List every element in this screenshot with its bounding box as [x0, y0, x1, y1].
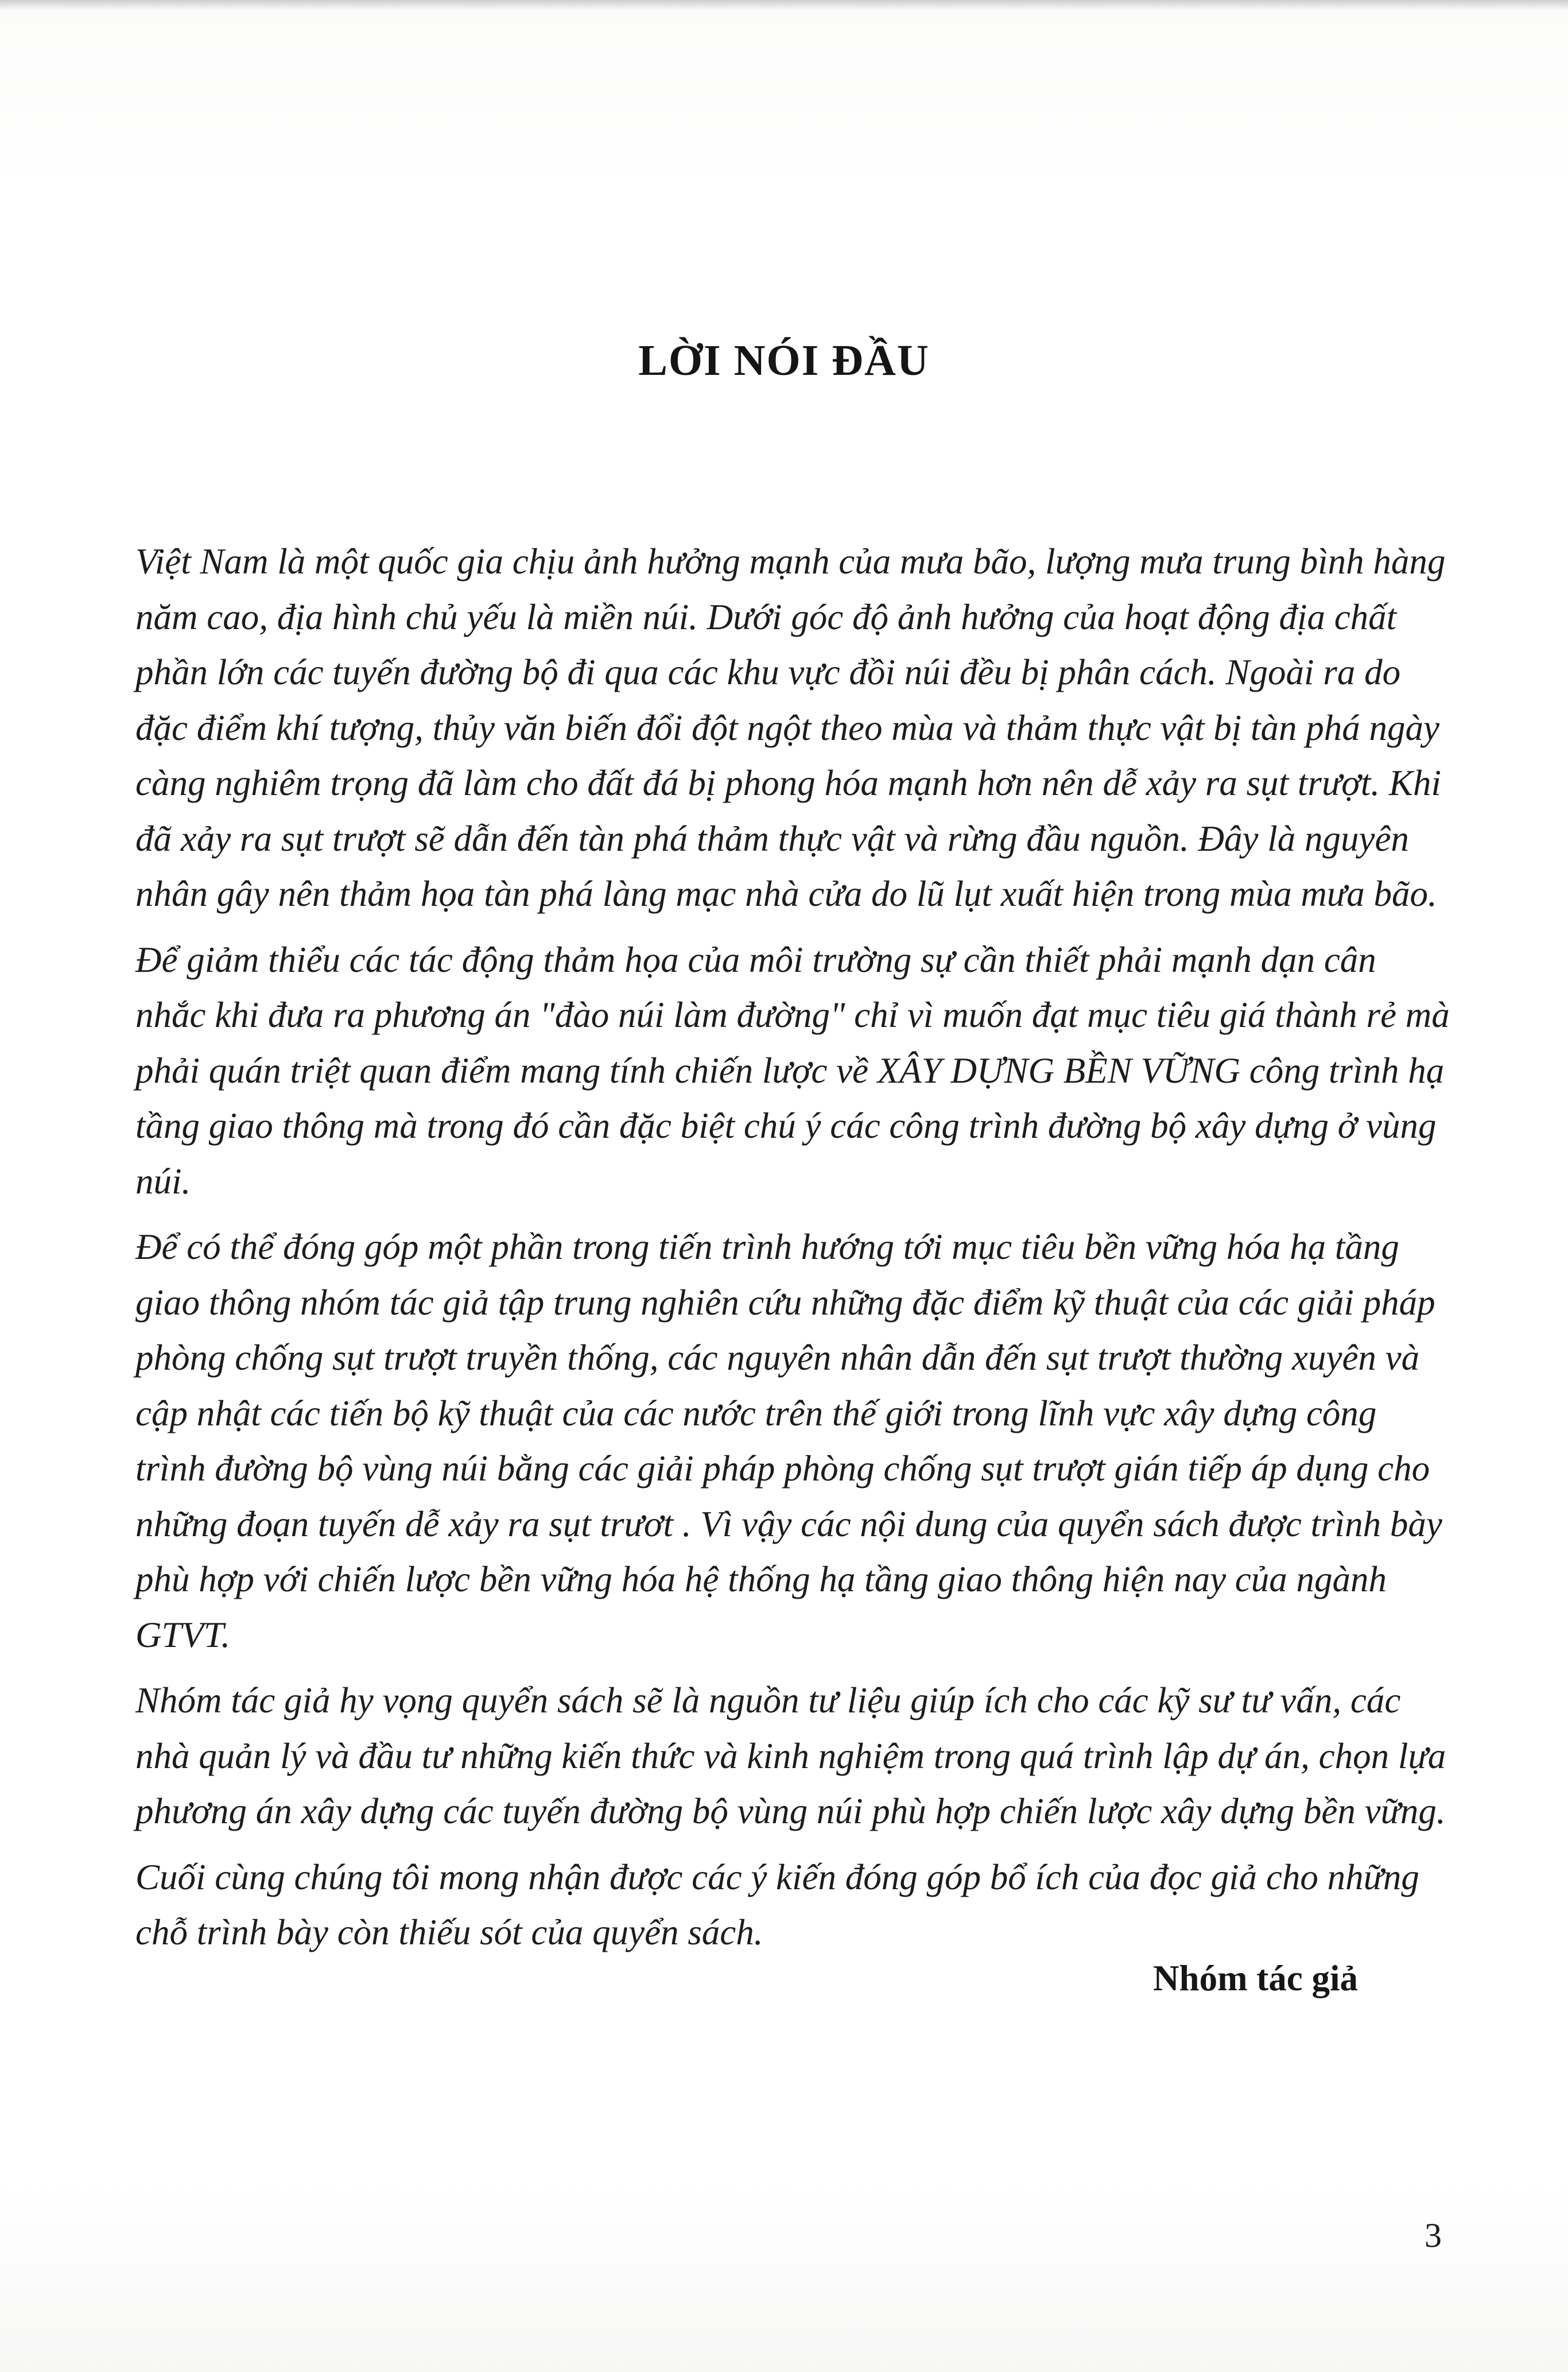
paragraph-4: Nhóm tác giả hy vọng quyển sách sẽ là nguồn tư liệu giúp ích cho các kỹ sư tư vấn, các nhà quản lý và đầu tư những kiến thức và kinh nghiệm trong quá trình lập dự án, chọn lựa phương án xây dựng các tuyến đường bộ vùng núi phù hợp chiến lược xây dựng bền vững.: [135, 1680, 1446, 1831]
page-title: LỜI NÓI ĐẦU: [638, 336, 930, 385]
author-signature: Nhóm tác giả: [1153, 1958, 1358, 1998]
paragraph-1: Việt Nam là một quốc gia chịu ảnh hưởng mạnh của mưa bão, lượng mưa trung bình hàng năm cao, địa hình chủ yếu là miền núi. Dưới góc độ ảnh hưởng của hoạt động địa chất phần lớn các tuyến đường bộ đi qua các khu vực đồi núi đều bị phân cách. Ngoài ra do đặc điểm khí tượng, thủy văn biến đổi đột ngột theo mùa và thảm thực vật bị tàn phá ngày càng nghiêm trọng đã làm cho đất đá bị phong hóa mạnh hơn nên dễ xảy ra sụt trượt. Khi đã xảy ra sụt trượt sẽ dẫn đến tàn phá thảm thực vật và rừng đầu nguồn. Đây là nguyên nhân gây nên thảm họa tàn phá làng mạc nhà cửa do lũ lụt xuất hiện trong mùa mưa bão.: [135, 541, 1446, 914]
preface-body: [135, 534, 1453, 1971]
page-edge-shadow: [0, 0, 1568, 10]
paragraph-3: Để có thể đóng góp một phần trong tiến trình hướng tới mục tiêu bền vững hóa hạ tầng giao thông nhóm tác giả tập trung nghiên cứu những đặc điểm kỹ thuật của các giải pháp phòng chống sụt trượt truyền thống, các nguyên nhân dẫn đến sụt trượt thường xuyên và cập nhật các tiến bộ kỹ thuật của các nước trên thế giới trong lĩnh vực xây dựng công trình đường bộ vùng núi bằng các giải pháp phòng chống sụt trượt gián tiếp áp dụng cho những đoạn tuyến dễ xảy ra sụt trươt . Vì vậy các nội dung của quyển sách được trình bày phù hợp với chiến lược bền vững hóa hệ thống hạ tầng giao thông hiện nay của ngành GTVT.: [135, 1227, 1442, 1655]
paragraph-5: Cuối cùng chúng tôi mong nhận được các ý kiến đóng góp bổ ích của đọc giả cho những chỗ trình bày còn thiếu sót của quyển sách.: [135, 1856, 1419, 1952]
page-number: 3: [1425, 2216, 1442, 2254]
paragraph-2: Để giảm thiểu các tác động thảm họa của môi trường sự cần thiết phải mạnh dạn cân nhắc khi đưa ra phương án "đào núi làm đường" chỉ vì muốn đạt mục tiêu giá thành rẻ mà phải quán triệt quan điểm mang tính chiến lược về XÂY DỰNG BỀN VỮNG công trình hạ tầng giao thông mà trong đó cần đặc biệt chú ý các công trình đường bộ xây dựng ở vùng núi.: [135, 939, 1450, 1201]
